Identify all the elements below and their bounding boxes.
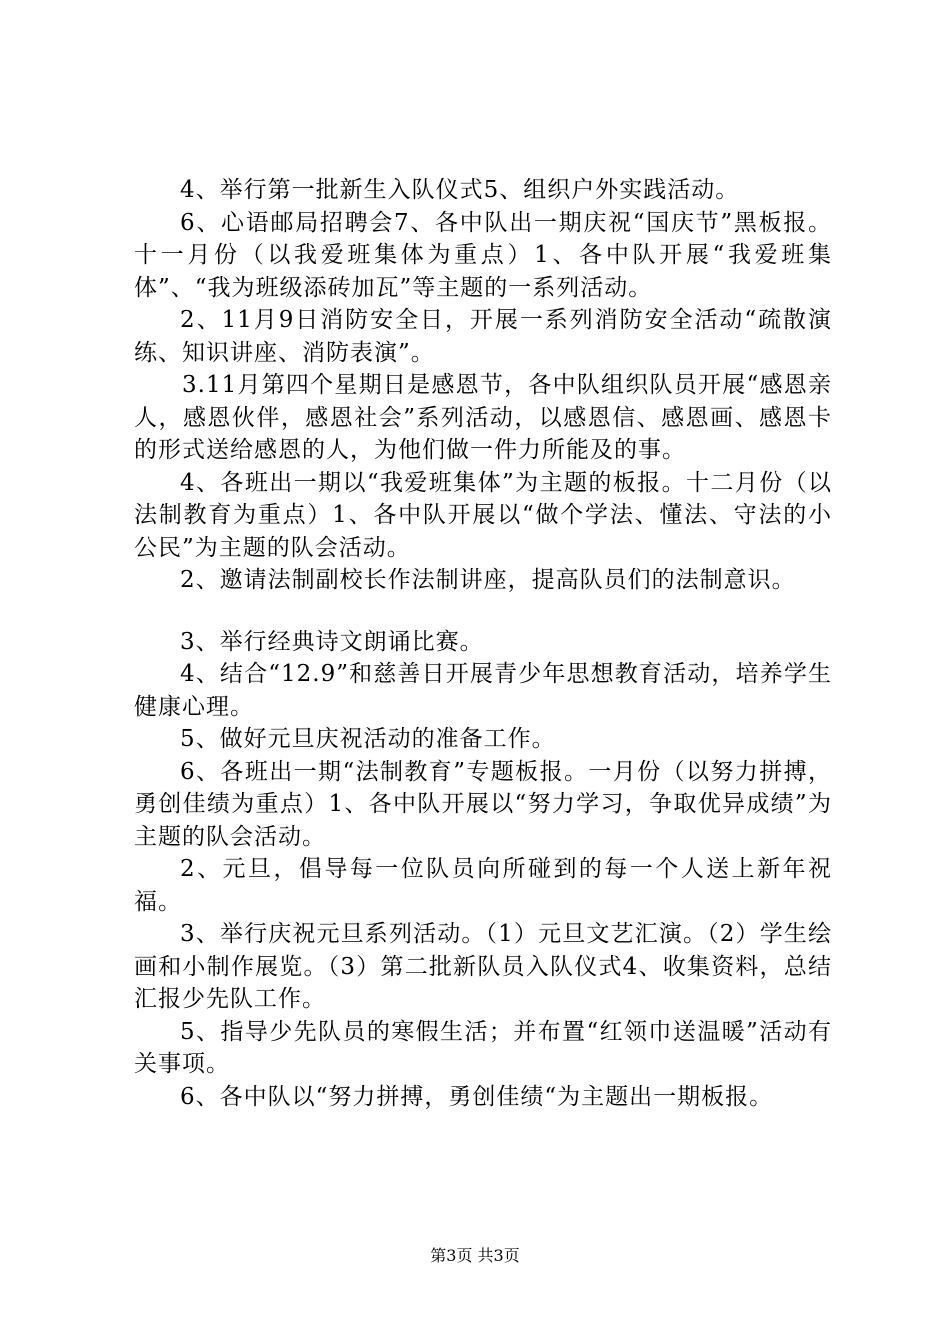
paragraph: 5、做好元旦庆祝活动的准备工作。 xyxy=(180,726,556,752)
paragraph: 6、各中队以“努力拼搏，勇创佳绩“为主题出一期板报。 xyxy=(180,1083,774,1110)
paragraph: 3.11月第四个星期日是感恩节，各中队组织队员开展“感恩亲人，感恩伙伴，感恩社会”系列活动，以感恩信、感恩画、感恩卡的形式送给感恩的人，为他们做一件力所能及的事。 xyxy=(134,372,832,463)
page-number-label: 第3页 共3页 xyxy=(430,1246,520,1265)
paragraph: 3、举行庆祝元旦系列活动。（1）元旦文艺汇演。（2）学生绘画和小制作展览。（3）第二批新队员入队仪式4、收集资料，总结汇报少先队工作。 xyxy=(134,921,832,1012)
paragraph: 3、举行经典诗文朗诵比赛。 xyxy=(180,628,484,655)
paragraph: 4、各班出一期以“我爱班集体”为主题的板报。十二月份（以法制教育为重点）1、各中队开展以“做个学法、懂法、守法的小公民”为主题的队会活动。 xyxy=(134,469,832,561)
paragraph: 6、心语邮局招聘会7、各中队出一期庆祝“国庆节”黑板报。十一月份（以我爱班集体为重点）1、各中队开展“我爱班集体”、“我为班级添砖加瓦”等主题的一系列活动。 xyxy=(134,209,832,301)
paragraph: 2、元旦，倡导每一位队员向所碰到的每一个人送上新年祝福。 xyxy=(134,856,832,915)
paragraph: 4、举行第一批新生入队仪式5、组织户外实践活动。 xyxy=(180,177,740,203)
paragraph: 2、邀请法制副校长作法制讲座，提高队员们的法制意识。 xyxy=(180,567,796,593)
paragraph: 2、11月9日消防安全日，开展一系列消防安全活动“疏散演练、知识讲座、消防表演”。 xyxy=(134,307,832,366)
paragraph: 4、结合“12.9”和慈善日开展青少年思想教育活动，培养学生健康心理。 xyxy=(134,661,832,720)
paragraph: 6、各班出一期“法制教育”专题板报。一月份（以努力拼搏，勇创佳绩为重点）1、各中队开展以“努力学习，争取优异成绩”为主题的队会活动。 xyxy=(134,758,832,850)
document-body xyxy=(134,174,832,1113)
page-footer xyxy=(0,1246,950,1266)
paragraph: 5、指导少先队员的寒假生活；并布置“红领巾送温暖”活动有关事项。 xyxy=(134,1018,832,1077)
